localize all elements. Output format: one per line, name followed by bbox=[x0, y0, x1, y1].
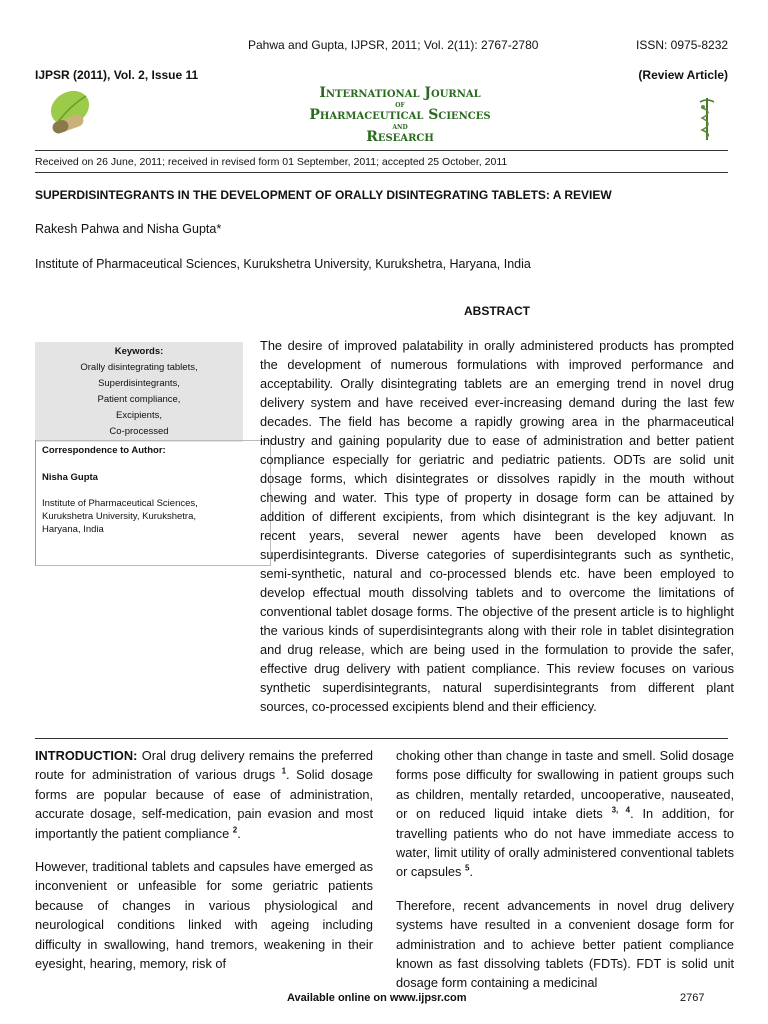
body-paragraph: Therefore, recent advancements in novel drug delivery systems have resulted in a convenient dosage form for administration and to achieve better patient compliance known as fast dissolving tablets (FDTs). FDT is solid unit dosage form containing a medicinal bbox=[396, 897, 734, 991]
body-column-left bbox=[35, 746, 373, 987]
reference-marker: 1 bbox=[281, 767, 287, 777]
caduceus-icon bbox=[694, 94, 720, 142]
paragraph-text: . In addition, for travelling patients who do not have immediate access to water, limit utility of orally administered conventional tablets or capsules bbox=[396, 806, 734, 880]
journal-title-line2: of bbox=[395, 99, 405, 109]
intro-heading: INTRODUCTION: bbox=[35, 748, 138, 763]
reference-marker: 5 bbox=[465, 864, 470, 874]
correspondence-name: Nisha Gupta bbox=[42, 472, 98, 483]
issn: ISSN: 0975-8232 bbox=[636, 38, 729, 52]
affiliation: Institute of Pharmaceutical Sciences, Kurukshetra University, Kurukshetra, Haryana, India bbox=[35, 257, 531, 271]
journal-issue-bar bbox=[35, 68, 728, 82]
keywords-heading: Keywords: bbox=[114, 346, 164, 357]
article-type: (Review Article) bbox=[638, 68, 728, 82]
body-rule bbox=[35, 738, 728, 739]
paragraph-text: . bbox=[237, 825, 241, 841]
intro-paragraph bbox=[35, 746, 373, 843]
paper-title: SUPERDISINTEGRANTS IN THE DEVELOPMENT OF ORALLY DISINTEGRATING TABLETS: A REVIEW bbox=[35, 188, 612, 202]
leaf-capsule-logo bbox=[40, 86, 96, 142]
correspondence-heading: Correspondence to Author: bbox=[42, 445, 166, 456]
paragraph-text: Oral drug delivery remains the preferred route for administration of various drugs bbox=[35, 748, 373, 783]
journal-title-line1: International Journal bbox=[319, 85, 481, 101]
page-number: 2767 bbox=[680, 992, 705, 1004]
journal-title-line4: and bbox=[392, 121, 408, 131]
keyword-item: Patient compliance, bbox=[97, 394, 181, 405]
keywords-box bbox=[35, 342, 243, 442]
received-rule bbox=[35, 172, 728, 173]
received-dates: Received on 26 June, 2011; received in revised form 01 September, 2011; accepted 25 October, 2011 bbox=[35, 156, 508, 168]
abstract-text: The desire of improved palatability in orally administered products has prompted the development of numerous formulations with improved performance and acceptability. Orally disintegrating tablets are an emerging trend in novel drug delivery system and have received ever-increasing demand during the last few decades. The field has become a rapidly growing area in the pharmaceutical industry and gaining popularity due to ease of administration and better patient compliance especially for geriatric and pediatric patients. ODTs are solid unit dosage forms, which disintegrates or dissolves rapidly in the mouth without chewing and water. This type of property in dosage form can be attained by addition of different excipients, from which disintegrant is the key adjuvant. In recent years, several newer agents have been developed known as superdisintegrants. Diverse categories of superdisintegrants such as synthetic, semi-synthetic, natural and co-processed blends etc. have been employed to develop effectual mouth dissolving tablets and to overcome the limitations of conventional tablet dosage forms. The objective of the present article is to highlight the various kinds of superdisintegrants along with their role in tablet disintegration and drug release, which are being used in the formulation to provide the safer, effective drug delivery with patient compliance. This review focuses on various synthetic superdisintegrants, natural superdisintegrants from different plant sources, co-processed excipients blend and their efficiency. bbox=[260, 338, 734, 714]
authors: Rakesh Pahwa and Nisha Gupta* bbox=[35, 222, 222, 236]
journal-title-line3: Pharmaceutical Sciences bbox=[309, 107, 491, 123]
paragraph-text: choking other than change in taste and smell. Solid dosage forms pose difficulty for swallowing in patient groups such as children, mentally retarded, uncooperative, nauseated, or on reduced liquid intake diets bbox=[396, 748, 734, 822]
body-paragraph: However, traditional tablets and capsules have emerged as inconvenient or unfeasible for some geriatric patients because of changes in various physiological and neurological conditions linked with ageing including difficulty in swallowing, hand tremors, weakening in their eyesight, hearing, memory, risk of bbox=[35, 859, 373, 972]
citation: Pahwa and Gupta, IJPSR, 2011; Vol. 2(11): 2767-2780 bbox=[248, 38, 539, 52]
abstract-heading: ABSTRACT bbox=[464, 304, 530, 318]
paragraph-text: . bbox=[469, 864, 474, 880]
body-column-right bbox=[396, 746, 734, 1007]
body-paragraph bbox=[396, 746, 734, 882]
journal-issue: IJPSR (2011), Vol. 2, Issue 11 bbox=[35, 68, 199, 82]
address-line: Kurukshetra University, Kurukshetra, bbox=[42, 511, 196, 522]
correspondence-box bbox=[35, 440, 271, 566]
keyword-item: Orally disintegrating tablets, bbox=[80, 362, 198, 373]
paragraph-text: . Solid dosage forms are popular because of ease of administration, accurate dosage, self-medication, pain evasion and most importantly the patient compliance bbox=[35, 767, 373, 841]
reference-marker: 3, 4 bbox=[611, 805, 631, 815]
journal-title bbox=[280, 85, 520, 145]
keyword-item: Excipients, bbox=[116, 410, 162, 421]
header-rule bbox=[35, 150, 728, 151]
address-line: Haryana, India bbox=[42, 524, 104, 535]
available-online: Available online on www.ijpsr.com bbox=[287, 992, 467, 1004]
keyword-item: Superdisintegrants, bbox=[98, 378, 180, 389]
journal-title-line5: Research bbox=[366, 129, 434, 145]
correspondence-address bbox=[42, 497, 264, 536]
keyword-item: Co-processed bbox=[109, 426, 169, 437]
reference-marker: 2 bbox=[232, 825, 238, 835]
address-line: Institute of Pharmaceutical Sciences, bbox=[42, 498, 198, 509]
